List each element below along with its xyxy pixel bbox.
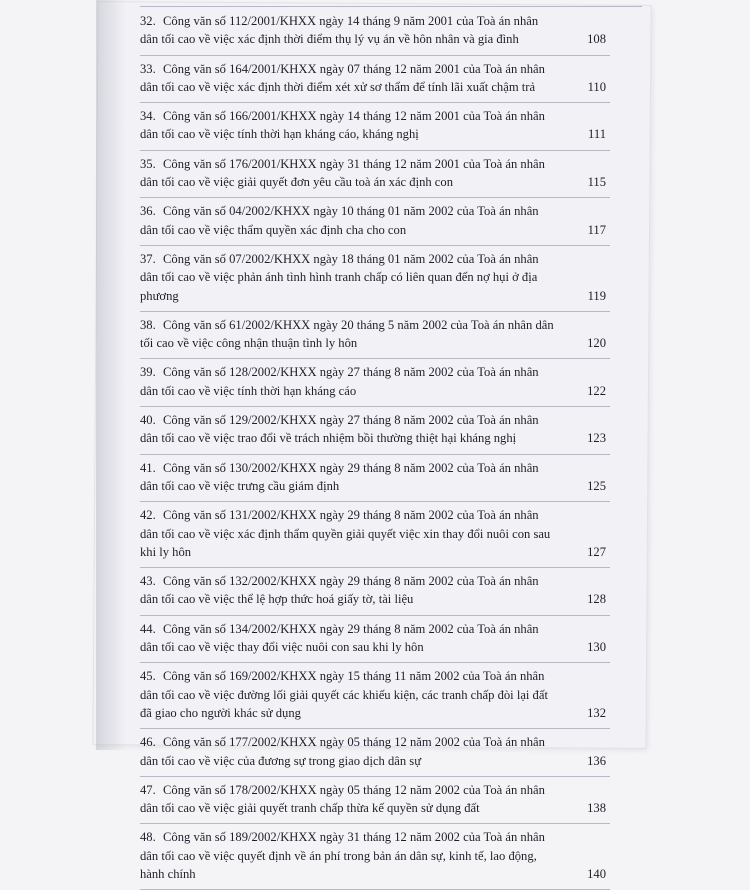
- toc-entry: [140, 568, 610, 616]
- toc-entry: [140, 198, 610, 246]
- entry-number: 46.: [140, 735, 156, 750]
- toc-entry: [140, 616, 610, 664]
- entry-page-number: 108: [587, 32, 606, 47]
- entry-title: Công văn số 177/2002/KHXX ngày 05 tháng 12 năm 2002 của Toà án nhân dân tối cao về việc của đương sự trong giao dịch dân sự: [140, 735, 545, 768]
- toc-entry: [140, 777, 610, 825]
- entry-title: Công văn số 178/2002/KHXX ngày 05 tháng 12 năm 2002 của Toà án nhân dân tối cao về việc giải quyết tranh chấp thừa kế quyền sử dụng đất: [140, 782, 545, 816]
- entry-number: 33.: [140, 61, 156, 76]
- entry-page-number: 117: [587, 222, 606, 237]
- toc-entry: [140, 103, 610, 151]
- toc-entry: [140, 8, 610, 56]
- toc-entry: [140, 246, 610, 312]
- entry-number: 48.: [140, 830, 156, 845]
- entry-title: Công văn số 132/2002/KHXX ngày 29 tháng 8 năm 2002 của Toà án nhân dân tối cao về việc thể lệ hợp thức hoá giấy tờ, tài liệu: [140, 574, 539, 607]
- entry-title: Công văn số 189/2002/KHXX ngày 31 tháng 12 năm 2002 của Toà án nhân dân tối cao về việc quyết định về án phí trong bản án dân sự, kinh tế, lao động, hành chính: [140, 830, 545, 881]
- entry-title: Công văn số 130/2002/KHXX ngày 29 tháng 8 năm 2002 của Toà án nhân dân tối cao về việc trưng cầu giám định: [140, 460, 539, 493]
- entry-page-number: 120: [587, 336, 606, 351]
- toc-entry: [140, 729, 610, 777]
- entry-number: 39.: [140, 365, 156, 380]
- entry-title: Công văn số 61/2002/KHXX ngày 20 tháng 5 năm 2002 của Toà án nhân dân tối cao về việc công nhận thuận tình ly hôn: [140, 317, 554, 351]
- entry-page-number: 138: [587, 801, 606, 816]
- entry-title: Công văn số 166/2001/KHXX ngày 14 tháng 12 năm 2001 của Toà án nhân dân tối cao về việc tính thời hạn kháng cáo, kháng nghị: [140, 109, 545, 142]
- entry-title: Công văn số 112/2001/KHXX ngày 14 tháng 9 năm 2001 của Toà án nhân dân tối cao về việc xác định thời điểm thụ lý vụ án về hôn nhân và gia đình: [140, 14, 539, 47]
- entry-page-number: 123: [587, 431, 606, 446]
- entry-number: 38.: [140, 317, 156, 332]
- top-rule: [140, 6, 642, 7]
- entry-page-number: 119: [587, 288, 606, 303]
- entry-title: Công văn số 04/2002/KHXX ngày 10 tháng 01 năm 2002 của Toà án nhân dân tối cao về việc thẩm quyền xác định cha cho con: [140, 204, 539, 237]
- table-of-contents: [140, 8, 610, 890]
- entry-number: 40.: [140, 413, 156, 428]
- entry-page-number: 128: [587, 592, 606, 607]
- entry-page-number: 130: [587, 640, 606, 655]
- toc-entry: [140, 312, 610, 360]
- entry-title: Công văn số 128/2002/KHXX ngày 27 tháng 8 năm 2002 của Toà án nhân dân tối cao về việc tính thời hạn kháng cáo: [140, 365, 539, 398]
- entry-number: 36.: [140, 204, 156, 219]
- entry-number: 35.: [140, 156, 156, 171]
- entry-number: 45.: [140, 669, 156, 684]
- entry-page-number: 127: [587, 544, 606, 559]
- entry-page-number: 136: [587, 753, 606, 768]
- entry-page-number: 122: [587, 383, 606, 398]
- entry-title: Công văn số 176/2001/KHXX ngày 31 tháng 12 năm 2001 của Toà án nhân dân tối cao về việc giải quyết đơn yêu cầu toà án xác định con: [140, 156, 545, 190]
- entry-title: Công văn số 131/2002/KHXX ngày 29 tháng 8 năm 2002 của Toà án nhân dân tối cao về việc xác định thẩm quyền giải quyết việc xin thay đổi nuôi con sau khi ly hôn: [140, 508, 551, 559]
- toc-entry: [140, 502, 610, 568]
- toc-entry: [140, 359, 610, 407]
- entry-number: 43.: [140, 574, 156, 589]
- entry-title: Công văn số 129/2002/KHXX ngày 27 tháng 8 năm 2002 của Toà án nhân dân tối cao về việc trao đổi về trách nhiệm bồi thường thiệt hại kháng nghị: [140, 413, 539, 446]
- toc-entry: [140, 824, 610, 890]
- entry-title: Công văn số 134/2002/KHXX ngày 29 tháng 8 năm 2002 của Toà án nhân dân tối cao về việc thay đổi việc nuôi con sau khi ly hôn: [140, 621, 539, 655]
- entry-page-number: 110: [587, 79, 606, 94]
- entry-page-number: 132: [587, 705, 606, 720]
- toc-entry: [140, 151, 610, 199]
- entry-number: 37.: [140, 251, 156, 266]
- entry-page-number: 115: [587, 175, 606, 190]
- entry-title: Công văn số 07/2002/KHXX ngày 18 tháng 01 năm 2002 của Toà án nhân dân tối cao về việc phản ánh tình hình tranh chấp có liên quan đến nợ hụi ở địa phương: [140, 251, 539, 303]
- toc-entry: [140, 455, 610, 503]
- entry-page-number: 140: [587, 866, 606, 881]
- toc-entry: [140, 56, 610, 104]
- entry-title: Công văn số 164/2001/KHXX ngày 07 tháng 12 năm 2001 của Toà án nhân dân tối cao về việc xác định thời điểm xét xử sơ thẩm để tính lãi xuất chậm trả: [140, 61, 545, 94]
- entry-number: 34.: [140, 109, 156, 124]
- toc-entry: [140, 663, 610, 729]
- entry-number: 47.: [140, 782, 156, 797]
- entry-page-number: 125: [587, 478, 606, 493]
- entry-number: 41.: [140, 460, 156, 475]
- entry-page-number: 111: [588, 127, 606, 142]
- toc-entry: [140, 407, 610, 455]
- entry-title: Công văn số 169/2002/KHXX ngày 15 tháng 11 năm 2002 của Toà án nhân dân tối cao về việc đường lối giải quyết các khiếu kiện, các tranh chấp đòi lại đất đã giao cho người khác sử dụng: [140, 669, 548, 720]
- entry-number: 44.: [140, 621, 156, 636]
- entry-number: 32.: [140, 14, 156, 28]
- entry-number: 42.: [140, 508, 156, 523]
